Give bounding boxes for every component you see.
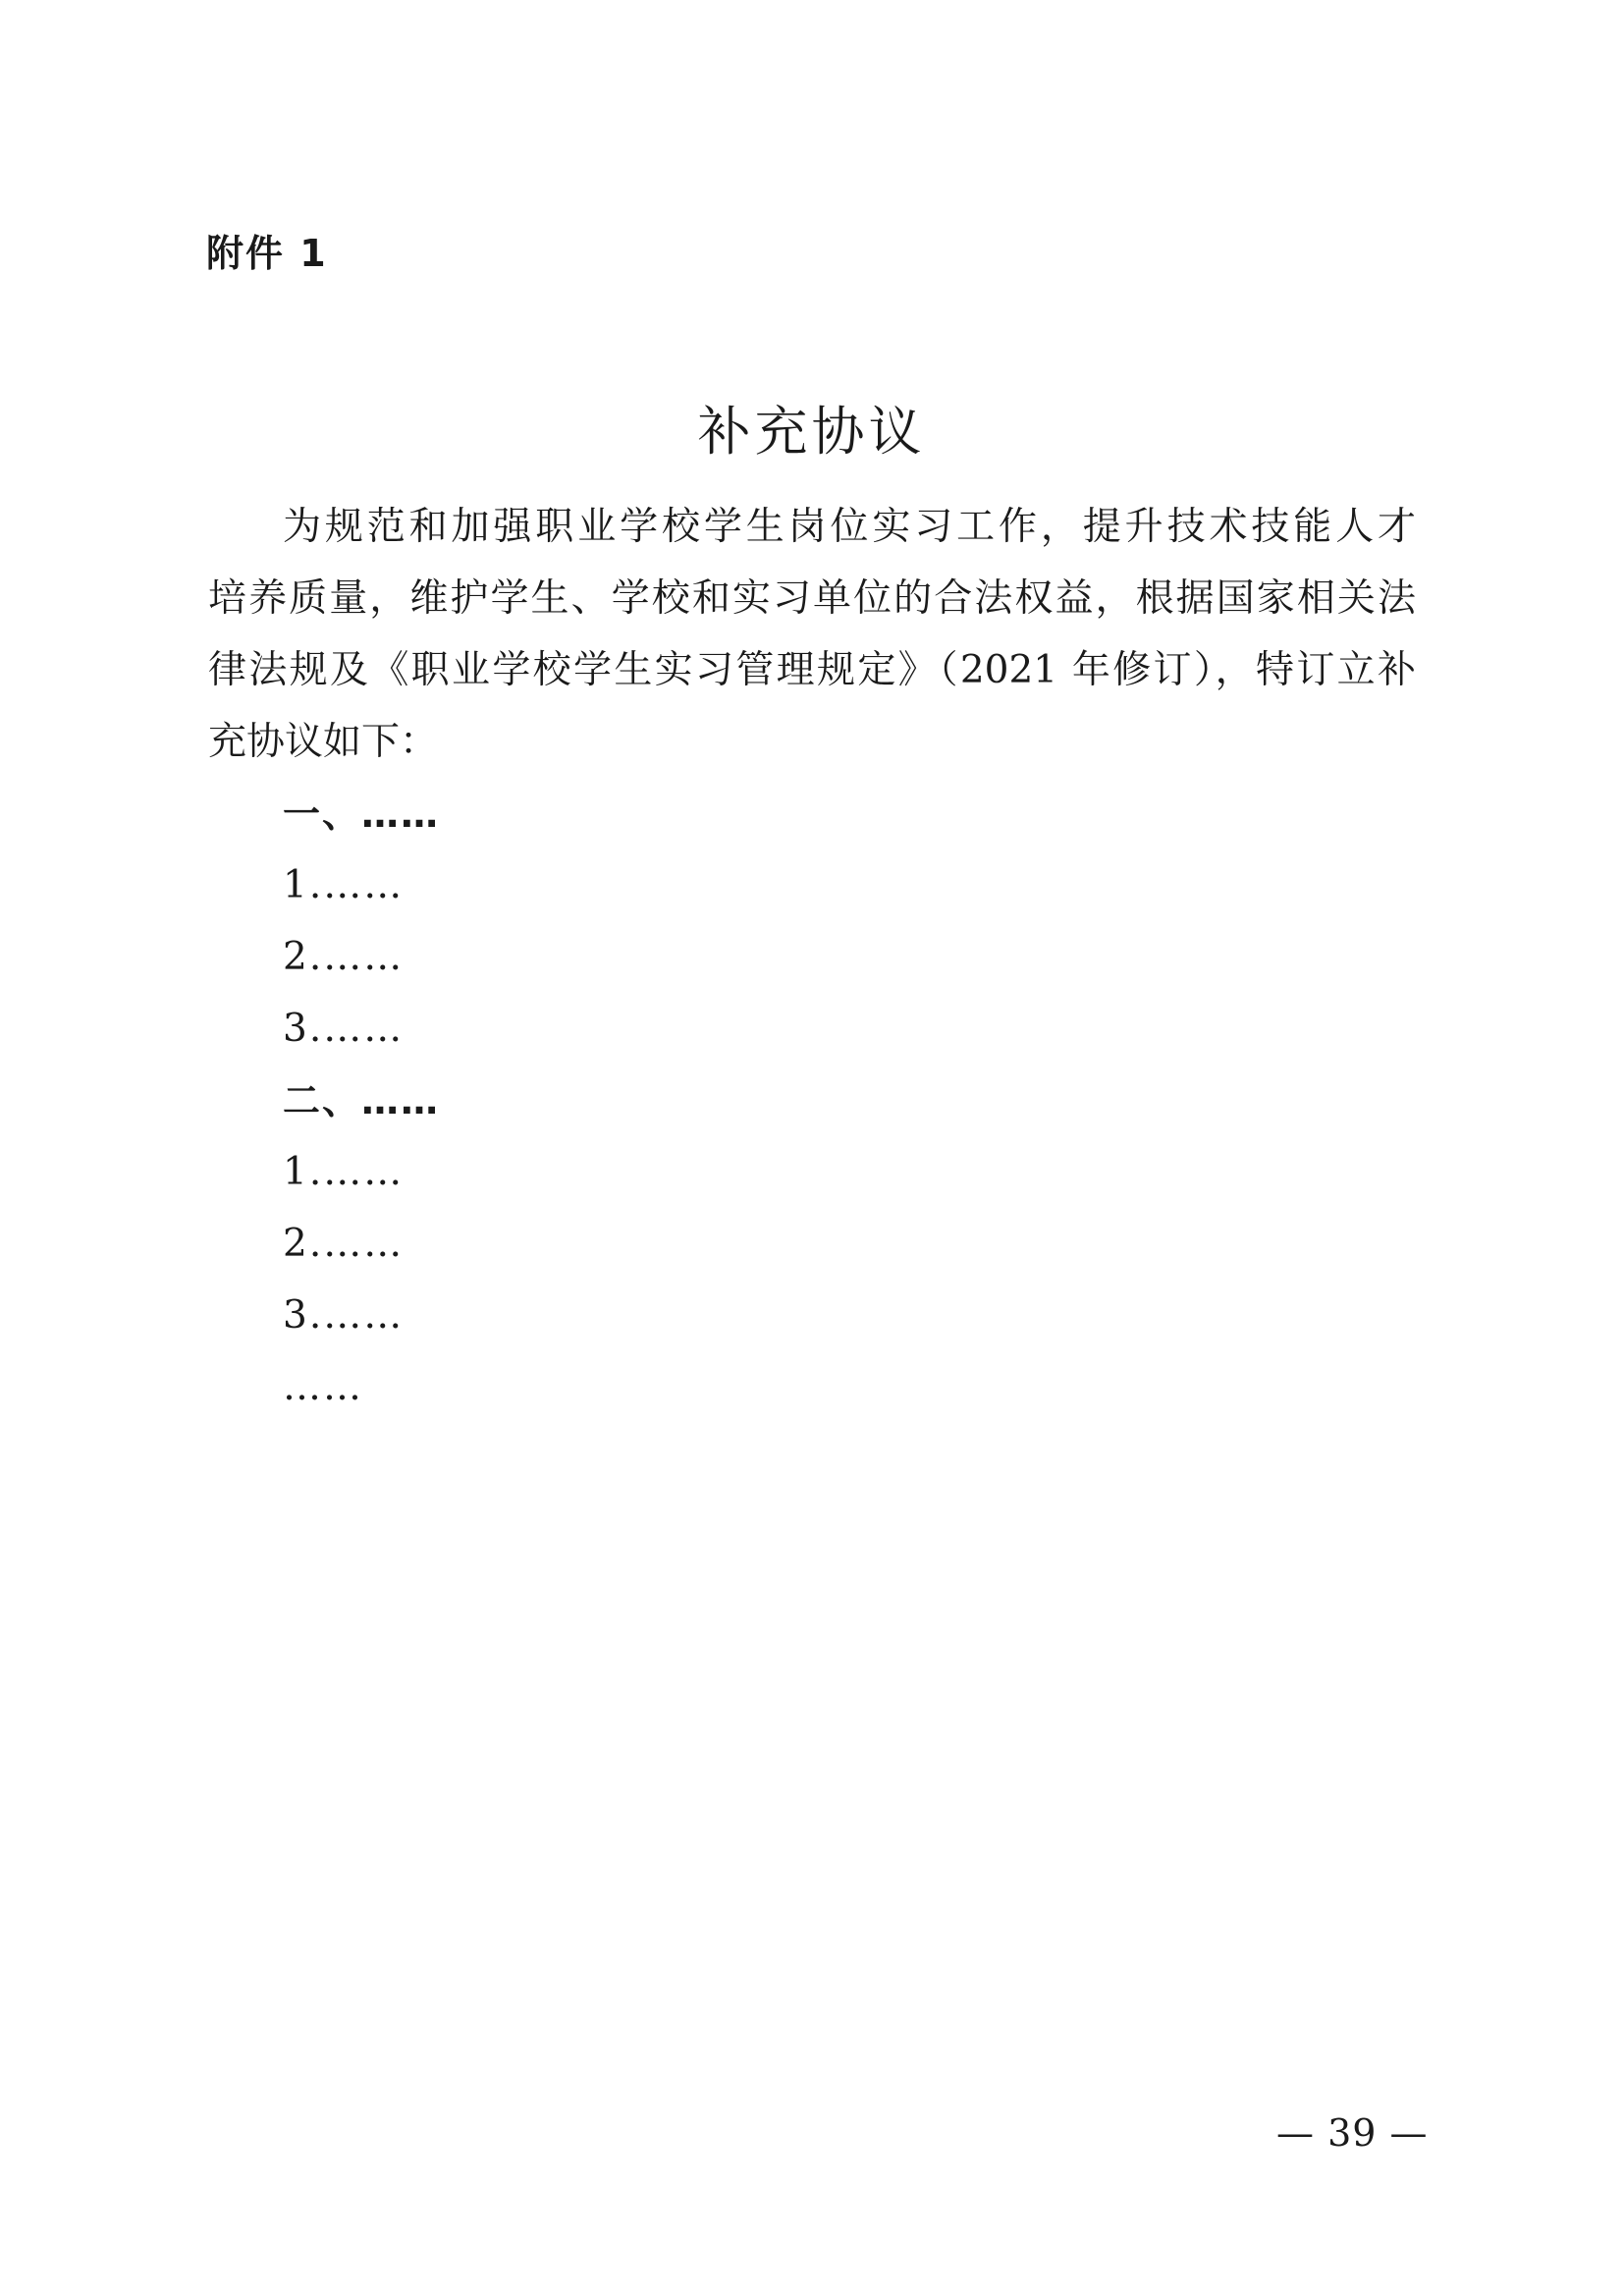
- intro-paragraph-line-1: 为规范和加强职业学校学生岗位实习工作，提升技术技能人才: [283, 505, 1416, 549]
- section-1-item-3: 3.……: [283, 1007, 405, 1051]
- trailing-ellipsis: ……: [283, 1365, 363, 1409]
- section-2-item-3: 3.……: [283, 1293, 405, 1338]
- intro-paragraph-line-4: 充协议如下：: [208, 720, 439, 764]
- attachment-label: 附件 1: [206, 232, 328, 275]
- intro-paragraph-line-3: 律法规及《职业学校学生实习管理规定》（2021 年修订），特订立补: [208, 648, 1416, 692]
- page-number: — 39 —: [1276, 2111, 1429, 2155]
- section-2-item-1: 1.……: [283, 1150, 405, 1194]
- intro-paragraph-line-2: 培养质量，维护学生、学校和实习单位的合法权益，根据国家相关法: [208, 576, 1416, 621]
- section-1-item-1: 1.……: [283, 863, 405, 907]
- document-title: 补充协议: [697, 401, 926, 463]
- section-1-item-2: 2.……: [283, 935, 405, 979]
- section-heading-1: 一、……: [283, 793, 441, 836]
- section-2-item-2: 2.……: [283, 1222, 405, 1266]
- section-heading-2: 二、……: [283, 1079, 441, 1122]
